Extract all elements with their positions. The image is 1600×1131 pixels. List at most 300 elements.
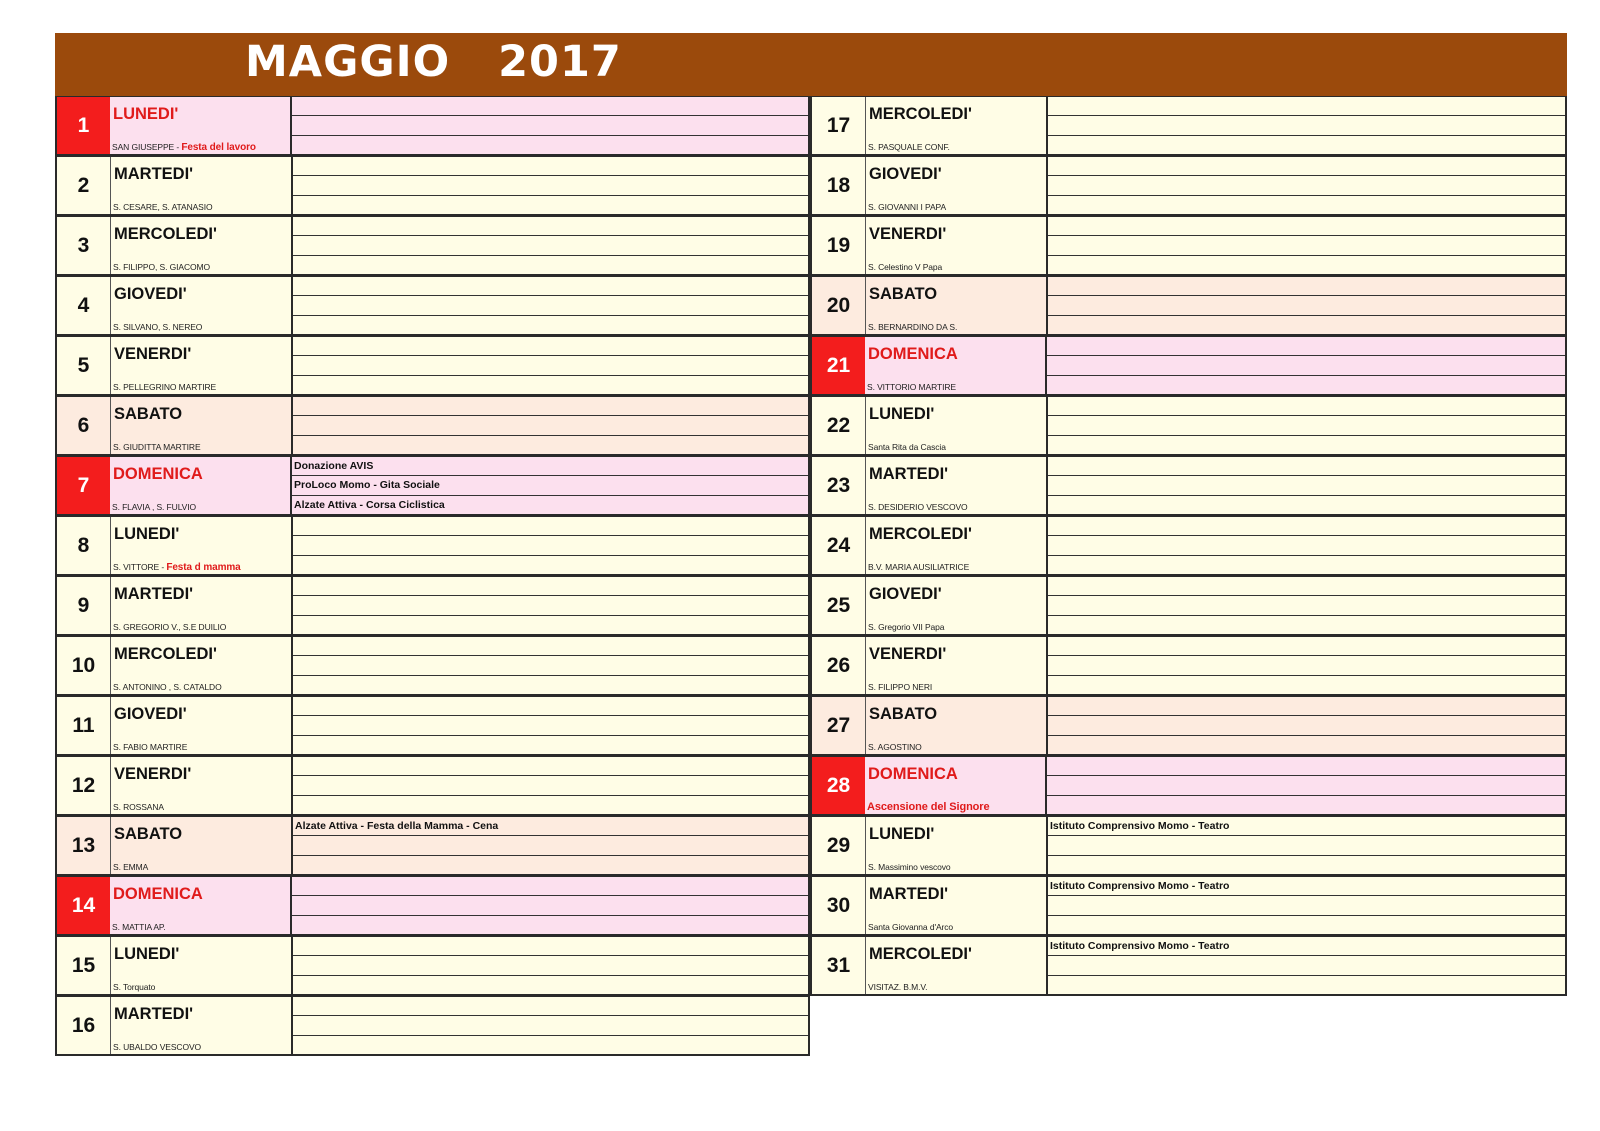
- note-line[interactable]: [293, 277, 808, 296]
- day-info: [110, 457, 292, 514]
- day-info: [865, 337, 1047, 394]
- day-name: GIOVEDI': [114, 705, 187, 723]
- saint-text: S. Celestino V Papa: [868, 262, 943, 272]
- notes-area: [293, 337, 808, 394]
- note-line[interactable]: [1048, 916, 1565, 934]
- note-line[interactable]: [293, 517, 808, 536]
- note-line[interactable]: [293, 256, 808, 274]
- month-header: [55, 33, 1567, 96]
- note-line[interactable]: [1048, 716, 1565, 735]
- notes-area: [293, 757, 808, 814]
- note-line[interactable]: [293, 716, 808, 735]
- day-number: 13: [57, 817, 111, 874]
- day-row-5: [55, 336, 810, 396]
- note-line[interactable]: [293, 1016, 808, 1035]
- note-line[interactable]: [1048, 457, 1565, 476]
- saint-name: [868, 202, 946, 213]
- note-line[interactable]: [292, 136, 808, 154]
- day-row-11: [55, 696, 810, 756]
- note-line[interactable]: [1048, 116, 1565, 135]
- day-row-22: [810, 396, 1567, 456]
- day-info: [111, 817, 293, 874]
- days-column-1-16: [55, 96, 810, 1056]
- day-row-28: [810, 756, 1567, 816]
- day-row-16: [55, 996, 810, 1056]
- note-line[interactable]: [1048, 236, 1565, 255]
- day-row-7: [55, 456, 810, 516]
- day-row-1: [55, 96, 810, 156]
- day-number: 31: [812, 937, 866, 994]
- saint-name: [113, 742, 187, 753]
- day-info: [111, 337, 293, 394]
- notes-area: [293, 277, 808, 334]
- day-row-24: [810, 516, 1567, 576]
- day-row-25: [810, 576, 1567, 636]
- day-info: [866, 817, 1048, 874]
- note-line[interactable]: [293, 176, 808, 195]
- day-info: [866, 457, 1048, 514]
- note-line[interactable]: [1047, 776, 1565, 795]
- day-row-26: [810, 636, 1567, 696]
- saint-text: S. Massimino vescovo: [868, 862, 951, 872]
- note-line[interactable]: [293, 856, 808, 874]
- note-line[interactable]: [1048, 97, 1565, 116]
- note-line[interactable]: [1047, 337, 1565, 356]
- saint-text: S. Torquato: [113, 982, 156, 992]
- note-line[interactable]: [293, 337, 808, 356]
- saint-name: [868, 682, 932, 693]
- day-row-8: [55, 516, 810, 576]
- saint-name: [867, 801, 990, 813]
- day-name: SABATO: [869, 705, 938, 723]
- notes-area: [1047, 337, 1565, 394]
- notes-area: [1048, 937, 1565, 994]
- day-name: GIOVEDI': [869, 585, 942, 603]
- saint-name: [868, 562, 969, 573]
- day-info: [866, 97, 1048, 154]
- saint-text: S. FABIO MARTIRE: [113, 742, 188, 752]
- note-line[interactable]: [293, 697, 808, 716]
- day-info: [111, 517, 293, 574]
- note-line[interactable]: [1048, 856, 1565, 874]
- saint-text: VISITAZ. B.M.V.: [868, 982, 928, 992]
- day-number: 20: [812, 277, 866, 334]
- note-line[interactable]: [293, 556, 808, 574]
- note-line[interactable]: [292, 97, 808, 116]
- day-number: 18: [812, 157, 866, 214]
- saint-text: S. ANTONINO , S. CATALDO: [113, 682, 222, 692]
- saint-name: [868, 442, 946, 453]
- saint-text: S. FLAVIA , S. FULVIO: [112, 502, 197, 512]
- saint-name: [113, 682, 222, 693]
- day-name: DOMENICA: [868, 345, 958, 363]
- notes-area: [293, 937, 808, 994]
- note-line[interactable]: [1048, 316, 1565, 334]
- note-line[interactable]: [1048, 836, 1565, 855]
- saint-text: S. MATTIA AP.: [112, 922, 166, 932]
- note-line[interactable]: [293, 236, 808, 255]
- note-line[interactable]: [1048, 577, 1565, 596]
- day-row-17: [810, 96, 1567, 156]
- day-number: 5: [57, 337, 111, 394]
- saint-name: [113, 802, 164, 813]
- note-line[interactable]: [1047, 356, 1565, 375]
- day-row-31: [810, 936, 1567, 996]
- notes-area: [293, 517, 808, 574]
- saint-text: S. CESARE, S. ATANASIO: [113, 202, 213, 212]
- day-info: [866, 157, 1048, 214]
- day-number: 2: [57, 157, 111, 214]
- notes-area: [293, 637, 808, 694]
- note-line[interactable]: [293, 296, 808, 315]
- note-line[interactable]: [293, 757, 808, 776]
- notes-area: [1048, 277, 1565, 334]
- saint-name: [868, 262, 942, 273]
- saint-text: Santa Rita da Cascia: [868, 442, 946, 452]
- saint-name: [112, 922, 166, 933]
- notes-area: [1048, 637, 1565, 694]
- saint-text: S. Gregorio VII Papa: [868, 622, 945, 632]
- saint-name: [868, 922, 953, 933]
- day-number: 22: [812, 397, 866, 454]
- note-line[interactable]: [292, 877, 808, 896]
- saint-name: [868, 862, 951, 873]
- holiday-text: Festa d mamma: [166, 562, 241, 573]
- notes-area: [293, 217, 808, 274]
- note-line[interactable]: [293, 376, 808, 394]
- day-number: 19: [812, 217, 866, 274]
- day-info: [866, 877, 1048, 934]
- note-line[interactable]: [1048, 697, 1565, 716]
- day-name: MARTEDI': [114, 585, 194, 603]
- note-line[interactable]: [1048, 176, 1565, 195]
- day-number: 15: [57, 937, 111, 994]
- saint-name: [868, 982, 927, 993]
- day-number: 9: [57, 577, 111, 634]
- note-line[interactable]: [293, 637, 808, 656]
- notes-area: [1048, 697, 1565, 754]
- day-name: GIOVEDI': [869, 165, 942, 183]
- day-number: 28: [812, 757, 865, 814]
- note-line[interactable]: Donazione AVIS: [292, 457, 808, 476]
- note-line[interactable]: [1048, 416, 1565, 435]
- notes-area: [1048, 97, 1565, 154]
- note-line[interactable]: [293, 536, 808, 555]
- note-line[interactable]: [1048, 536, 1565, 555]
- note-line[interactable]: [1048, 217, 1565, 236]
- note-line[interactable]: [293, 416, 808, 435]
- notes-area: [1047, 757, 1565, 814]
- notes-area: [292, 877, 808, 934]
- holiday-text: Ascensione del Signore: [867, 801, 990, 813]
- day-number: 4: [57, 277, 111, 334]
- notes-area: [1048, 577, 1565, 634]
- note-line[interactable]: [293, 676, 808, 694]
- day-info: [866, 397, 1048, 454]
- notes-area: [293, 577, 808, 634]
- note-line[interactable]: [1048, 896, 1565, 915]
- notes-area: [1048, 157, 1565, 214]
- day-number: 7: [57, 457, 110, 514]
- saint-text: S. VITTORE -: [113, 562, 167, 572]
- saint-name: [112, 502, 196, 513]
- day-name: MERCOLEDI': [114, 225, 217, 243]
- day-info: [865, 757, 1047, 814]
- saint-name: [113, 862, 148, 873]
- note-line[interactable]: [1048, 476, 1565, 495]
- notes-area: [293, 397, 808, 454]
- day-row-2: [55, 156, 810, 216]
- day-name: VENERDI': [869, 645, 947, 663]
- day-row-3: [55, 216, 810, 276]
- note-line[interactable]: [293, 436, 808, 454]
- saint-text: SAN GIUSEPPE -: [112, 142, 182, 152]
- saint-text: S. SILVANO, S. NEREO: [113, 322, 203, 332]
- day-name: LUNEDI': [113, 105, 179, 123]
- day-info: [111, 637, 293, 694]
- day-number: 23: [812, 457, 866, 514]
- day-info: [866, 937, 1048, 994]
- saint-name: [113, 262, 210, 273]
- note-line[interactable]: [1048, 436, 1565, 454]
- day-name: MERCOLEDI': [869, 525, 972, 543]
- day-name: LUNEDI': [114, 945, 180, 963]
- day-number: 29: [812, 817, 866, 874]
- day-row-18: [810, 156, 1567, 216]
- note-line[interactable]: [293, 217, 808, 236]
- saint-name: [113, 322, 202, 333]
- day-name: DOMENICA: [113, 465, 203, 483]
- day-name: SABATO: [869, 285, 938, 303]
- days-column-17-31: [810, 96, 1567, 996]
- note-line[interactable]: [1048, 736, 1565, 754]
- day-row-30: [810, 876, 1567, 936]
- saint-text: S. EMMA: [113, 862, 149, 872]
- saint-name: [113, 982, 155, 993]
- note-line[interactable]: [293, 616, 808, 634]
- note-line[interactable]: [1048, 637, 1565, 656]
- day-info: [866, 577, 1048, 634]
- day-name: MERCOLEDI': [869, 105, 972, 123]
- saint-name: [113, 622, 226, 633]
- notes-area: [292, 97, 808, 154]
- day-number: 30: [812, 877, 866, 934]
- holiday-text: Festa del lavoro: [181, 142, 256, 153]
- note-line[interactable]: [1047, 796, 1565, 814]
- notes-area: [1048, 457, 1565, 514]
- note-line[interactable]: [293, 937, 808, 956]
- note-line[interactable]: Alzate Attiva - Festa della Mamma - Cena: [293, 817, 808, 836]
- day-row-15: [55, 936, 810, 996]
- note-line[interactable]: [293, 736, 808, 754]
- day-name: VENERDI': [869, 225, 947, 243]
- day-info: [866, 697, 1048, 754]
- saint-text: S. ROSSANA: [113, 802, 164, 812]
- day-info: [111, 577, 293, 634]
- saint-name: [112, 142, 256, 153]
- note-line[interactable]: [1048, 157, 1565, 176]
- day-name: MARTEDI': [869, 885, 949, 903]
- day-name: MARTEDI': [114, 1005, 194, 1023]
- note-line[interactable]: [293, 836, 808, 855]
- saint-name: [868, 322, 957, 333]
- saint-name: [113, 382, 216, 393]
- saint-text: S. BERNARDINO DA S.: [868, 322, 958, 332]
- note-line[interactable]: ProLoco Momo - Gita Sociale: [292, 476, 808, 495]
- saint-text: S. FILIPPO NERI: [868, 682, 933, 692]
- day-info: [111, 757, 293, 814]
- note-line[interactable]: [1048, 956, 1565, 975]
- saint-name: [113, 562, 241, 573]
- note-line[interactable]: Istituto Comprensivo Momo - Teatro: [1048, 937, 1565, 956]
- note-line[interactable]: [293, 656, 808, 675]
- day-name: SABATO: [114, 405, 183, 423]
- note-line[interactable]: [1047, 757, 1565, 776]
- saint-text: Santa Giovanna d'Arco: [868, 922, 954, 932]
- day-name: MERCOLEDI': [869, 945, 972, 963]
- note-line[interactable]: [293, 397, 808, 416]
- day-row-21: [810, 336, 1567, 396]
- day-number: 14: [57, 877, 110, 934]
- day-number: 12: [57, 757, 111, 814]
- note-line[interactable]: [1048, 196, 1565, 214]
- note-line[interactable]: [1048, 397, 1565, 416]
- day-number: 11: [57, 697, 111, 754]
- day-name: MARTEDI': [114, 165, 194, 183]
- day-name: MARTEDI': [869, 465, 949, 483]
- saint-name: [113, 1042, 201, 1053]
- note-line[interactable]: [1048, 976, 1565, 994]
- saint-text: S. GIUDITTA MARTIRE: [113, 442, 201, 452]
- day-row-6: [55, 396, 810, 456]
- day-row-10: [55, 636, 810, 696]
- day-number: 17: [812, 97, 866, 154]
- day-info: [866, 517, 1048, 574]
- day-number: 3: [57, 217, 111, 274]
- day-row-4: [55, 276, 810, 336]
- day-name: DOMENICA: [113, 885, 203, 903]
- day-number: 1: [57, 97, 110, 154]
- day-name: LUNEDI': [869, 825, 935, 843]
- notes-area: [1048, 397, 1565, 454]
- note-line[interactable]: [1048, 256, 1565, 274]
- saint-text: B.V. MARIA AUSILIATRICE: [868, 562, 970, 572]
- day-info: [866, 637, 1048, 694]
- saint-name: [868, 142, 950, 153]
- note-line[interactable]: [293, 316, 808, 334]
- note-line[interactable]: [1048, 596, 1565, 615]
- note-line[interactable]: [1048, 676, 1565, 694]
- notes-area: [292, 457, 808, 514]
- saint-name: [867, 382, 956, 393]
- day-info: [111, 937, 293, 994]
- day-row-9: [55, 576, 810, 636]
- day-info: [111, 157, 293, 214]
- note-line[interactable]: [1047, 376, 1565, 394]
- day-row-27: [810, 696, 1567, 756]
- saint-text: S. PASQUALE CONF.: [868, 142, 950, 152]
- day-info: [866, 217, 1048, 274]
- saint-name: [113, 442, 201, 453]
- note-line[interactable]: [293, 776, 808, 795]
- saint-text: S. AGOSTINO: [868, 742, 922, 752]
- note-line[interactable]: Alzate Attiva - Corsa Ciclistica: [294, 498, 445, 511]
- notes-area: [1048, 217, 1565, 274]
- day-name: DOMENICA: [868, 765, 958, 783]
- day-info: [111, 997, 293, 1054]
- note-line[interactable]: [1048, 296, 1565, 315]
- note-line[interactable]: [292, 896, 808, 915]
- notes-area: [1048, 877, 1565, 934]
- note-line[interactable]: Istituto Comprensivo Momo - Teatro: [1048, 817, 1565, 836]
- saint-text: S. GREGORIO V., S.E DUILIO: [113, 622, 227, 632]
- day-name: LUNEDI': [114, 525, 180, 543]
- note-line[interactable]: [293, 997, 808, 1016]
- saint-text: S. FILIPPO, S. GIACOMO: [113, 262, 210, 272]
- note-line[interactable]: [293, 196, 808, 214]
- note-line[interactable]: [293, 157, 808, 176]
- day-number: 8: [57, 517, 111, 574]
- day-info: [110, 97, 292, 154]
- note-line[interactable]: [1048, 496, 1565, 514]
- day-info: [111, 697, 293, 754]
- note-line[interactable]: [293, 596, 808, 615]
- saint-text: S. VITTORIO MARTIRE: [867, 382, 956, 392]
- note-line[interactable]: [293, 356, 808, 375]
- note-line[interactable]: [293, 956, 808, 975]
- notes-area: [293, 697, 808, 754]
- day-info: [111, 397, 293, 454]
- note-line[interactable]: Istituto Comprensivo Momo - Teatro: [1048, 877, 1565, 896]
- note-line[interactable]: [292, 116, 808, 135]
- saint-name: [113, 202, 213, 213]
- note-line[interactable]: [1048, 616, 1565, 634]
- note-line[interactable]: [293, 976, 808, 994]
- day-row-14: [55, 876, 810, 936]
- day-number: 6: [57, 397, 111, 454]
- day-info: [866, 277, 1048, 334]
- day-name: SABATO: [114, 825, 183, 843]
- day-info: [111, 217, 293, 274]
- saint-name: [868, 622, 944, 633]
- notes-area: [1048, 517, 1565, 574]
- notes-area: [293, 817, 808, 874]
- note-line[interactable]: [1048, 556, 1565, 574]
- day-name: GIOVEDI': [114, 285, 187, 303]
- note-line[interactable]: [1048, 136, 1565, 154]
- note-line[interactable]: [293, 796, 808, 814]
- saint-text: S. DESIDERIO VESCOVO: [868, 502, 968, 512]
- day-number: 25: [812, 577, 866, 634]
- saint-text: S. UBALDO VESCOVO: [113, 1042, 202, 1052]
- notes-area: [293, 997, 808, 1054]
- day-name: VENERDI': [114, 345, 192, 363]
- day-info: [111, 277, 293, 334]
- day-number: 21: [812, 337, 865, 394]
- day-row-20: [810, 276, 1567, 336]
- saint-name: [868, 742, 922, 753]
- saint-text: S. PELLEGRINO MARTIRE: [113, 382, 217, 392]
- day-number: 16: [57, 997, 111, 1054]
- day-row-23: [810, 456, 1567, 516]
- note-line[interactable]: [1048, 517, 1565, 536]
- note-line[interactable]: [293, 1036, 808, 1054]
- note-line[interactable]: [1048, 656, 1565, 675]
- day-name: MERCOLEDI': [114, 645, 217, 663]
- note-line[interactable]: [293, 577, 808, 596]
- note-line[interactable]: [1048, 277, 1565, 296]
- note-line[interactable]: [292, 916, 808, 934]
